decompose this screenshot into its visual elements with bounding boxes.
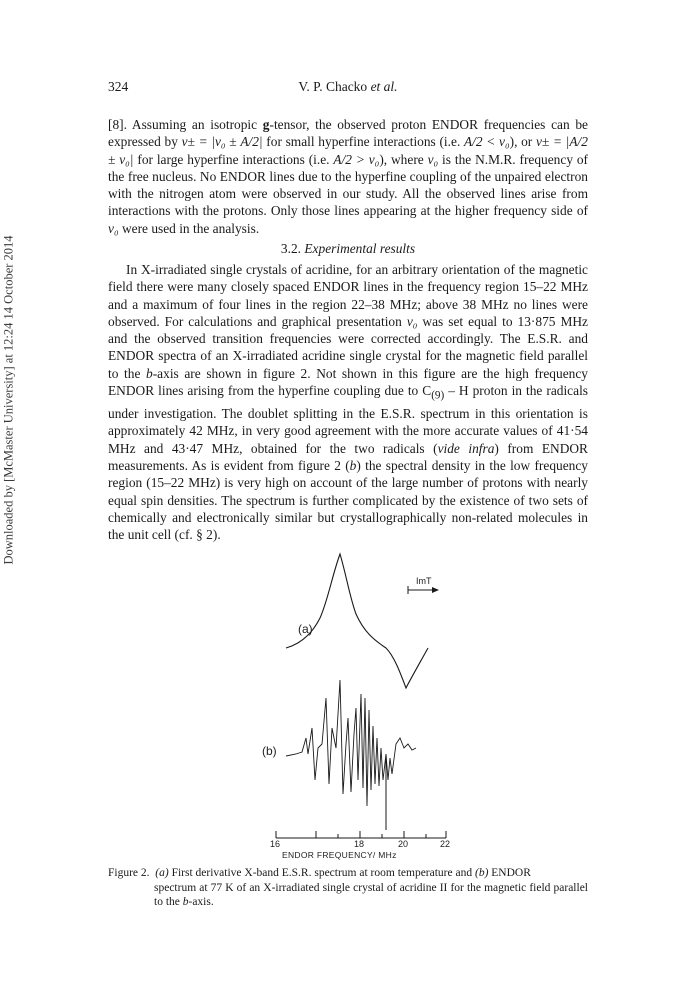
section-title: Experimental results	[304, 241, 416, 256]
figure-caption	[108, 866, 588, 910]
caption-lead: Figure 2.	[108, 867, 150, 879]
running-head-authors: V. P. Chacko	[298, 79, 368, 94]
text: (b)	[474, 867, 489, 879]
text: In X-irradiated single crystals of acridine, for an arbitrary orientation of the magnetic field there were many closely spaced ENDOR lines in the frequency region 15–22 MHz and a maximum of four lines in the region 22–38 MHz; above 38 MHz no lines were observed. For calculations and graphical presentation	[108, 262, 588, 329]
x-axis-label: ENDOR FREQUENCY/ MHz	[282, 850, 397, 860]
text: First derivative X-band E.S.R. spectrum at room temperature and	[168, 867, 475, 879]
esr-trace	[286, 554, 428, 688]
paragraph-1	[108, 116, 588, 237]
text: spectrum at 77 K of an X-irradiated single crystal of acridine II for the magnetic field parallel to the	[154, 881, 588, 909]
text: -tensor, the observed proton ENDOR frequencies can be expressed by	[108, 117, 588, 150]
text: -axis.	[188, 896, 214, 909]
formula: ν₀	[406, 313, 418, 329]
download-watermark	[2, 120, 16, 680]
text: vide infra	[437, 440, 495, 456]
text: ), or	[509, 134, 536, 150]
download-note: Downloaded by [McMaster University] at 12:24 14 October 2014	[1, 235, 16, 565]
running-head-etal: et al.	[370, 79, 398, 94]
text: for small hyperfine interactions (i.e.	[262, 134, 464, 150]
text: – H proton in the radicals under investigation. The doublet splitting in the E.S.R. spectrum in this orientation is approximately 42 MHz, in very good agreement with the more accurate values of 41·54 MHz and 43·47 MHz, obtained for the two radicals (	[108, 383, 588, 456]
figure-2	[240, 548, 480, 864]
tick-16: 16	[270, 839, 281, 849]
text: ) from ENDOR measurements. As is evident from figure 2 (	[108, 440, 588, 473]
formula: ν₀	[427, 151, 439, 167]
formula: ν± = |A/2 ± ν₀|	[108, 134, 588, 167]
endor-trace	[286, 680, 416, 806]
text: ENDOR	[488, 867, 531, 879]
tick-22: 22	[440, 839, 451, 849]
tick-20: 20	[398, 839, 409, 849]
text: b	[182, 896, 189, 909]
subscript: (9)	[431, 389, 445, 402]
formula: A/2 < ν₀	[463, 134, 510, 150]
label-a: (a)	[298, 622, 313, 636]
text: [8]. Assuming an isotropic	[108, 117, 263, 132]
text: b	[146, 365, 153, 381]
text: was set equal to 13·875 MHz and the observed transition frequencies were corrected accordingly. The E.S.R. and ENDOR spectra of an X-irradiated acridine single crystal for the magnetic field parallel to the	[108, 313, 588, 381]
text: is the N.M.R. frequency of the free nucleus. No ENDOR lines due to the hyperfine coupling of the unpaired electron with the nitrogen atom were observed in our study. All the observed lines arise from interactions with the protons. Only those lines appearing at the higher frequency side of	[108, 151, 589, 219]
text: were used in the analysis.	[118, 220, 260, 236]
spectra-plot	[240, 548, 480, 864]
section-heading	[108, 241, 588, 257]
text: g	[262, 117, 270, 132]
text: ), where	[379, 151, 428, 167]
text: (a)	[155, 867, 169, 879]
tick-18: 18	[354, 839, 365, 849]
formula: A/2 > ν₀	[333, 151, 380, 167]
text: -axis are shown in figure 2. Not shown in this figure are the high frequency ENDOR lines arising from the hyperfine coupling due to C	[108, 365, 588, 399]
label-b: (b)	[262, 744, 277, 758]
formula: ν₀	[108, 220, 119, 236]
paragraph-2	[108, 261, 588, 543]
text: for large hyperfine interactions (i.e.	[133, 151, 334, 167]
section-number: 3.2.	[280, 241, 302, 256]
text: b	[349, 457, 357, 473]
scale-label: ImT	[416, 576, 432, 586]
formula: ν± = |ν₀ ± A/2|	[181, 134, 263, 150]
text: ) the spectral density in the low frequency region (15–22 MHz) is very high on account of the large number of protons with nearly equal spin densities. The spectrum is further complicated by the existence of two sets of chemically and electronically similar but crystallographically non-related molecules in the unit cell (cf. § 2).	[108, 457, 588, 543]
running-head	[108, 79, 588, 95]
page-header	[108, 79, 588, 101]
page-number: 324	[108, 79, 129, 94]
